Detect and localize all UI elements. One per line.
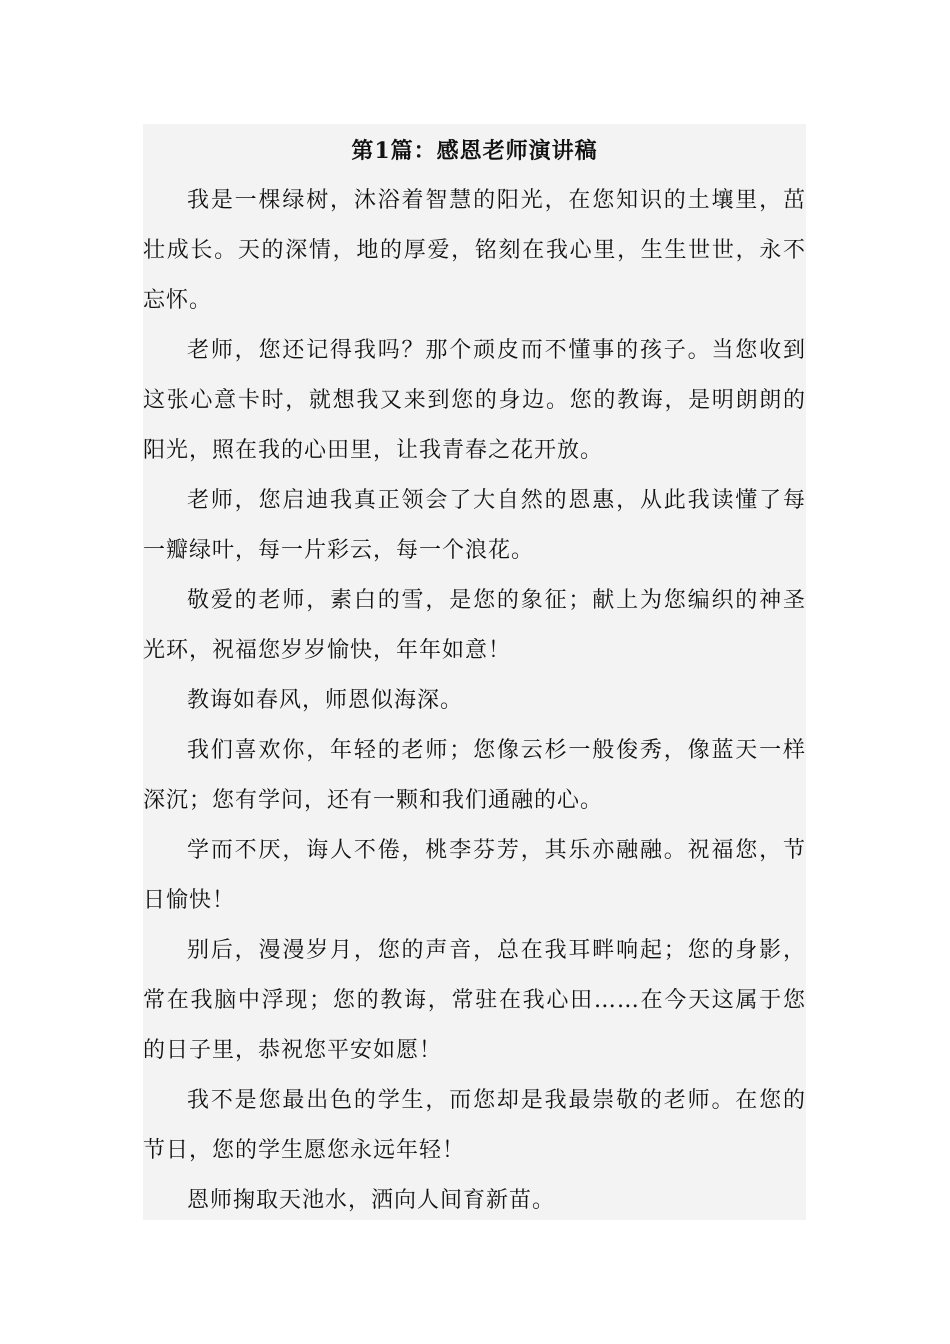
document-title: 第1篇：感恩老师演讲稿: [351, 138, 598, 164]
paragraph: 别后，漫漫岁月，您的声音，总在我耳畔响起；您的身影，常在我脑中浮现；您的教诲，常驻在我心田……在今天这属于您的日子里，恭祝您平安如愿！: [143, 938, 806, 1063]
paragraph: 老师，您启迪我真正领会了大自然的恩惠，从此我读懂了每一瓣绿叶，每一片彩云，每一个浪花。: [143, 488, 806, 563]
paragraph: 敬爱的老师，素白的雪，是您的象征；献上为您编织的神圣光环，祝福您岁岁愉快，年年如意！: [143, 588, 806, 663]
paragraph: 学而不厌，诲人不倦，桃李芬芳，其乐亦融融。祝福您，节日愉快！: [143, 838, 806, 913]
paragraph: 我们喜欢你，年轻的老师；您像云杉一般俊秀，像蓝天一样深沉；您有学问，还有一颗和我们通融的心。: [143, 738, 806, 813]
paragraph: 我不是您最出色的学生，而您却是我最崇敬的老师。在您的节日，您的学生愿您永远年轻！: [143, 1088, 806, 1163]
paragraph: 我是一棵绿树，沐浴着智慧的阳光，在您知识的土壤里，茁壮成长。天的深情，地的厚爱，铭刻在我心里，生生世世，永不忘怀。: [143, 188, 806, 313]
document-text-block: [143, 124, 806, 1220]
paragraph: 老师，您还记得我吗？那个顽皮而不懂事的孩子。当您收到这张心意卡时，就想我又来到您的身边。您的教诲，是明朗朗的阳光，照在我的心田里，让我青春之花开放。: [143, 338, 806, 463]
paragraph: 恩师掬取天池水，洒向人间育新苗。: [187, 1188, 556, 1213]
paragraph: 教诲如春风，师恩似海深。: [187, 688, 464, 713]
